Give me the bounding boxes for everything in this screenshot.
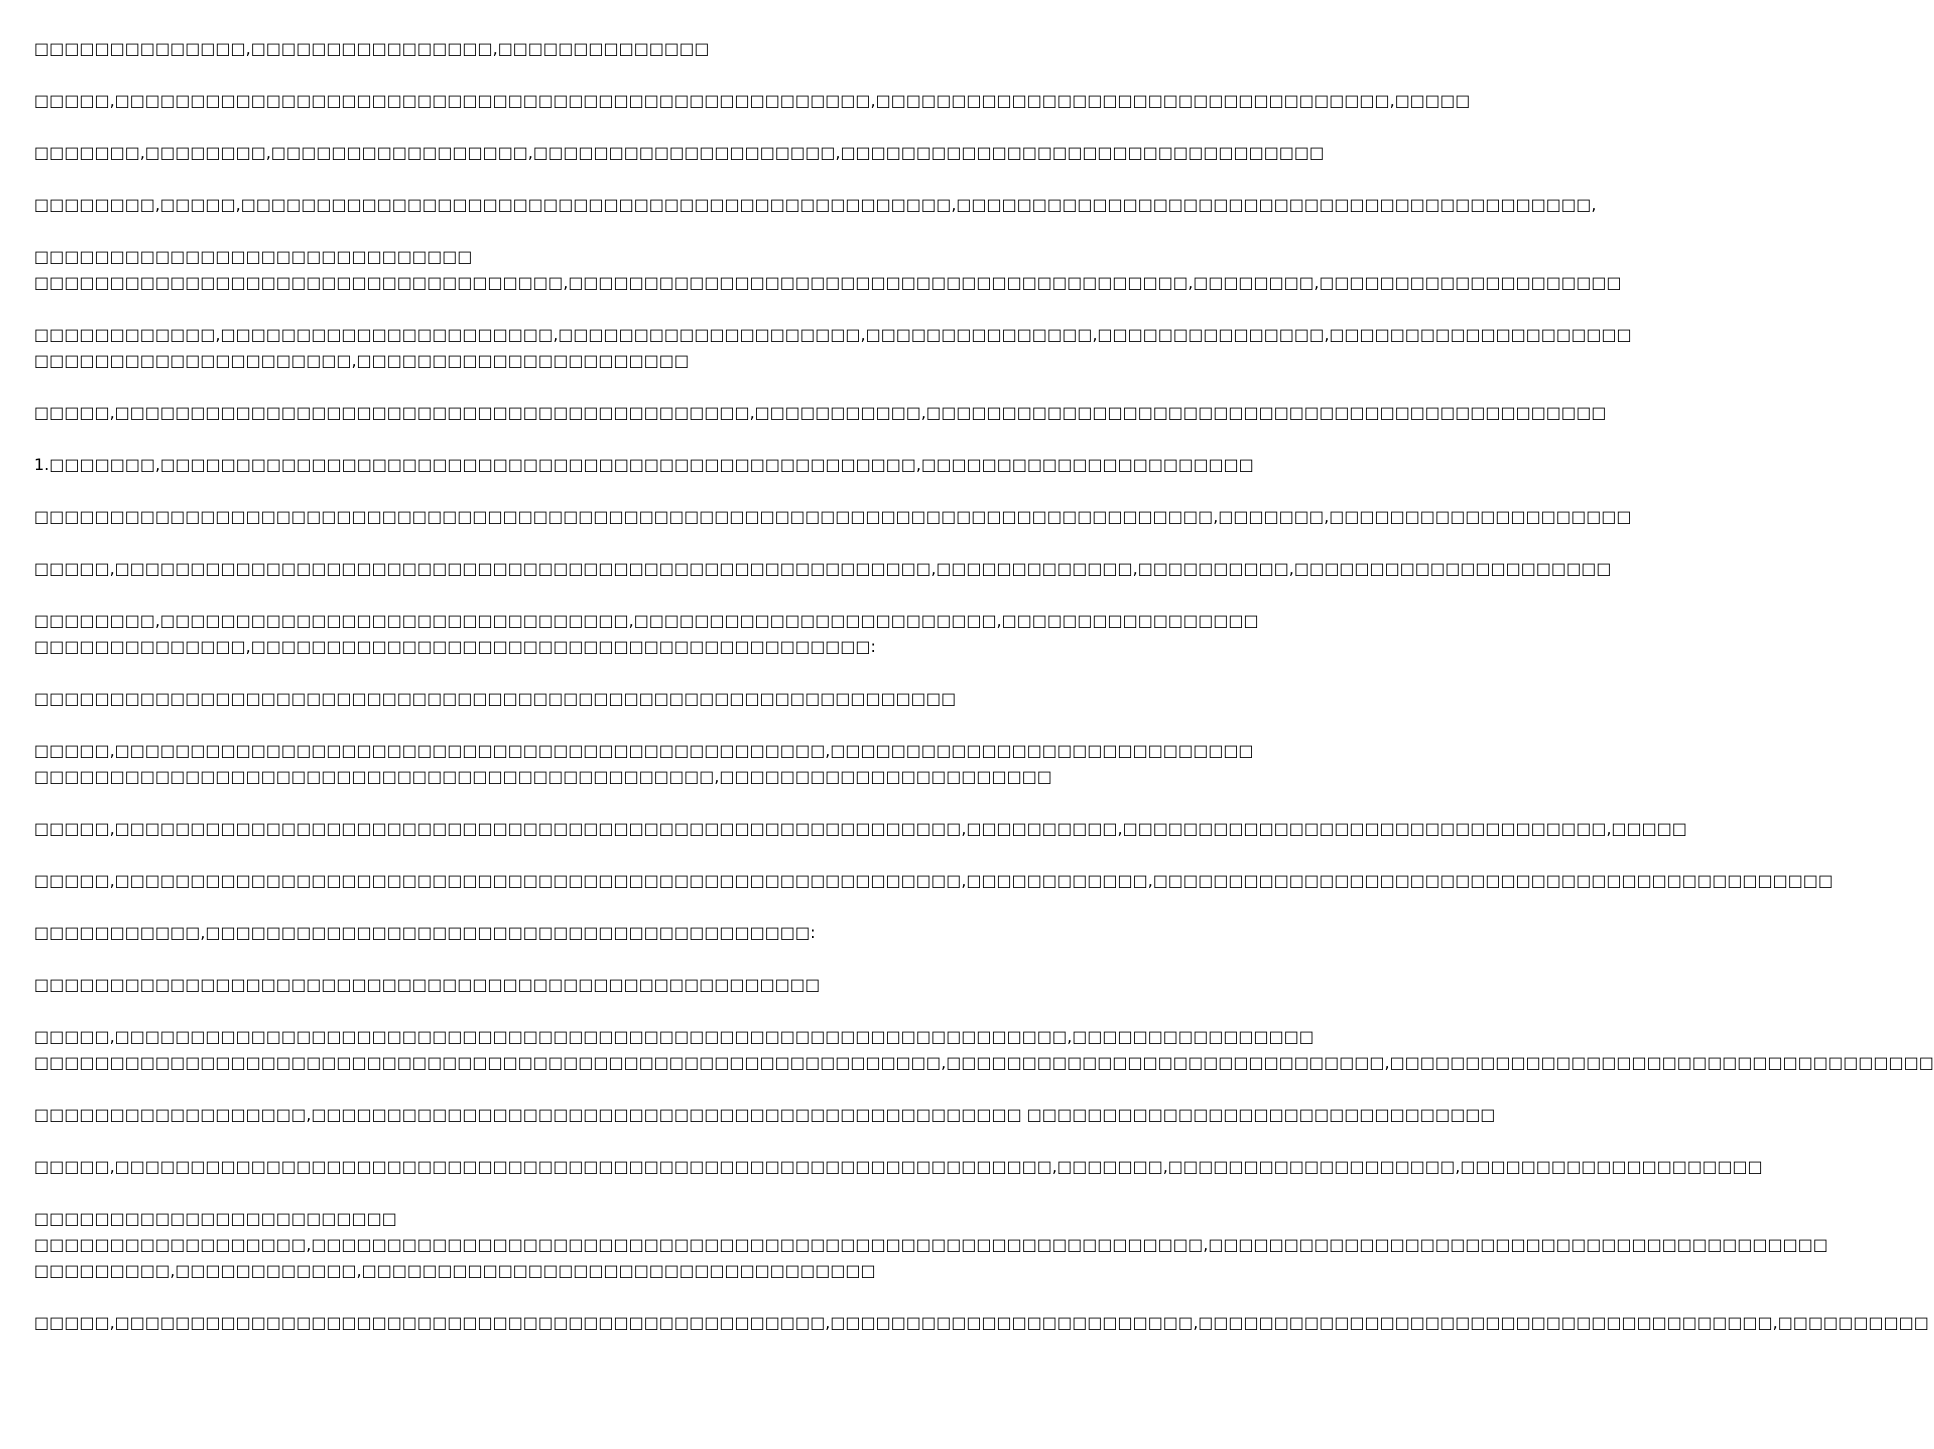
paragraph-18: □□□□□,□□□□□□□□□□□□□□□□□□□□□□□□□□□□□□□□□□□□□□□□□□□□□□□□□□□□□□□□□□□□□□□,□□□□□□□□□□□□□□□□ □□□□□□□□□□□□□□□□□□□□□□□□□□□□□□□□□□□□□□□□□□□□□□□□□□□□□□□□□□□□,□□□□□□□□□□□□□□□□□□□□□□□□□□□□□,□□□□□□□□□□□□□□□□□□□□□□□□□□□□□□□□□□□□ bbox=[34, 1027, 1934, 1072]
paragraph-17: □□□□□□□□□□□□□□□□□□□□□□□□□□□□□□□□□□□□□□□□□□□□□□□□□□□□ bbox=[34, 975, 821, 994]
paragraph-2: □□□□□,□□□□□□□□□□□□□□□□□□□□□□□□□□□□□□□□□□□□□□□□□□□□□□□□□□,□□□□□□□□□□□□□□□□□□□□□□□□□□□□□□□□□□,□□□□□ bbox=[34, 91, 1471, 110]
paragraph-19: □□□□□□□□□□□□□□□□□□,□□□□□□□□□□□□□□□□□□□□□□□□□□□□□□□□□□□□□□□□□□□□□□□ □□□□□□□□□□□□□□□□□□□□□□□□□□□□□□□ bbox=[34, 1105, 1496, 1124]
paragraph-16: □□□□□□□□□□□,□□□□□□□□□□□□□□□□□□□□□□□□□□□□□□□□□□□□□□□□: bbox=[34, 923, 816, 942]
paragraph-12: □□□□□□□□□□□□□□□□□□□□□□□□□□□□□□□□□□□□□□□□□□□□□□□□□□□□□□□□□□□□□ bbox=[34, 689, 957, 708]
paragraph-10: □□□□□,□□□□□□□□□□□□□□□□□□□□□□□□□□□□□□□□□□□□□□□□□□□□□□□□□□□□□□,□□□□□□□□□□□□□,□□□□□□□□□□,□□□□□□□□□□□□□□□□□□□□□ bbox=[34, 559, 1612, 578]
paragraph-21: □□□□□□□□□□□□□□□□□□□□□□□□ □□□□□□□□□□□□□□□□□□,□□□□□□□□□□□□□□□□□□□□□□□□□□□□□□□□□□□□□□□□□□□□□□□□□□□□□□□□□□□,□□□□□□□□□□□□□□□□□□□□□□□□□□□□□□□□□□□□□□□□□ □□□□□□□□□,□□□□□□□□□□□□,□□□□□□□□□□□□□□□□□□□□□□□□□□□□□□□□□□ bbox=[34, 1209, 1828, 1280]
paragraph-5: □□□□□□□□□□□□□□□□□□□□□□□□□□□□□ □□□□□□□□□□□□□□□□□□□□□□□□□□□□□□□□□□□,□□□□□□□□□□□□□□□□□□□□□□□□□□□□□□□□□□□□□□□□□,□□□□□□□□,□□□□□□□□□□□□□□□□□□□□ bbox=[34, 247, 1622, 292]
paragraph-13: □□□□□,□□□□□□□□□□□□□□□□□□□□□□□□□□□□□□□□□□□□□□□□□□□□□□□,□□□□□□□□□□□□□□□□□□□□□□□□□□□□ □□□□□□□□□□□□□□□□□□□□□□□□□□□□□□□□□□□□□□□□□□□□□,□□□□□□□□□□□□□□□□□□□□□□ bbox=[34, 741, 1254, 786]
paragraph-11: □□□□□□□□,□□□□□□□□□□□□□□□□□□□□□□□□□□□□□□□,□□□□□□□□□□□□□□□□□□□□□□□□,□□□□□□□□□□□□□□□□□ □□□□□□□□□□□□□□,□□□□□□□□□□□□□□□□□□□□□□□□□□□□□□□□□□□□□□□□□: bbox=[34, 611, 1259, 656]
paragraph-1: □□□□□□□□□□□□□□,□□□□□□□□□□□□□□□□,□□□□□□□□□□□□□□ bbox=[34, 39, 710, 58]
paragraph-14: □□□□□,□□□□□□□□□□□□□□□□□□□□□□□□□□□□□□□□□□□□□□□□□□□□□□□□□□□□□□□□,□□□□□□□□□□,□□□□□□□□□□□□□□□□□□□□□□□□□□□□□□□□,□□□□□ bbox=[34, 819, 1687, 838]
paragraph-20: □□□□□,□□□□□□□□□□□□□□□□□□□□□□□□□□□□□□□□□□□□□□□□□□□□□□□□□□□□□□□□□□□□□□,□□□□□□□,□□□□□□□□□□□□□□□□□□□,□□□□□□□□□□□□□□□□□□□□ bbox=[34, 1157, 1763, 1176]
paragraph-4: □□□□□□□□,□□□□□,□□□□□□□□□□□□□□□□□□□□□□□□□□□□□□□□□□□□□□□□□□□□□□□,□□□□□□□□□□□□□□□□□□□□□□□□□□□□□□□□□□□□□□□□□□, bbox=[34, 195, 1597, 214]
paragraph-6: □□□□□□□□□□□□,□□□□□□□□□□□□□□□□□□□□□□,□□□□□□□□□□□□□□□□□□□□,□□□□□□□□□□□□□□□,□□□□□□□□□□□□□□□,□□□□□□□□□□□□□□□□□□□□ □□□□□□□□□□□□□□□□□□□□□,□□□□□□□□□□□□□□□□□□□□□□ bbox=[34, 325, 1632, 370]
document-body bbox=[34, 36, 1934, 1362]
paragraph-9: □□□□□□□□□□□□□□□□□□□□□□□□□□□□□□□□□□□□□□□□□□□□□□□□□□□□□□□□□□□□□□□□□□□□□□□□□□□□□□,□□□□□□□,□□□□□□□□□□□□□□□□□□□□ bbox=[34, 507, 1632, 526]
paragraph-8: 1.□□□□□□□,□□□□□□□□□□□□□□□□□□□□□□□□□□□□□□□□□□□□□□□□□□□□□□□□□□,□□□□□□□□□□□□□□□□□□□□□□ bbox=[34, 455, 1254, 474]
paragraph-3: □□□□□□□,□□□□□□□□,□□□□□□□□□□□□□□□□□,□□□□□□□□□□□□□□□□□□□□,□□□□□□□□□□□□□□□□□□□□□□□□□□□□□□□□ bbox=[34, 143, 1325, 162]
paragraph-15: □□□□□,□□□□□□□□□□□□□□□□□□□□□□□□□□□□□□□□□□□□□□□□□□□□□□□□□□□□□□□□,□□□□□□□□□□□□,□□□□□□□□□□□□□□□□□□□□□□□□□□□□□□□□□□□□□□□□□□□□□ bbox=[34, 871, 1834, 890]
paragraph-7: □□□□□,□□□□□□□□□□□□□□□□□□□□□□□□□□□□□□□□□□□□□□□□□□,□□□□□□□□□□□,□□□□□□□□□□□□□□□□□□□□□□□□□□□□□□□□□□□□□□□□□□□□□ bbox=[34, 403, 1607, 422]
paragraph-22: □□□□□,□□□□□□□□□□□□□□□□□□□□□□□□□□□□□□□□□□□□□□□□□□□□□□□,□□□□□□□□□□□□□□□□□□□□□□□□,□□□□□□□□□□□□□□□□□□□□□□□□□□□□□□□□□□□□□□,□□□□□□□□□□ bbox=[34, 1313, 1929, 1332]
